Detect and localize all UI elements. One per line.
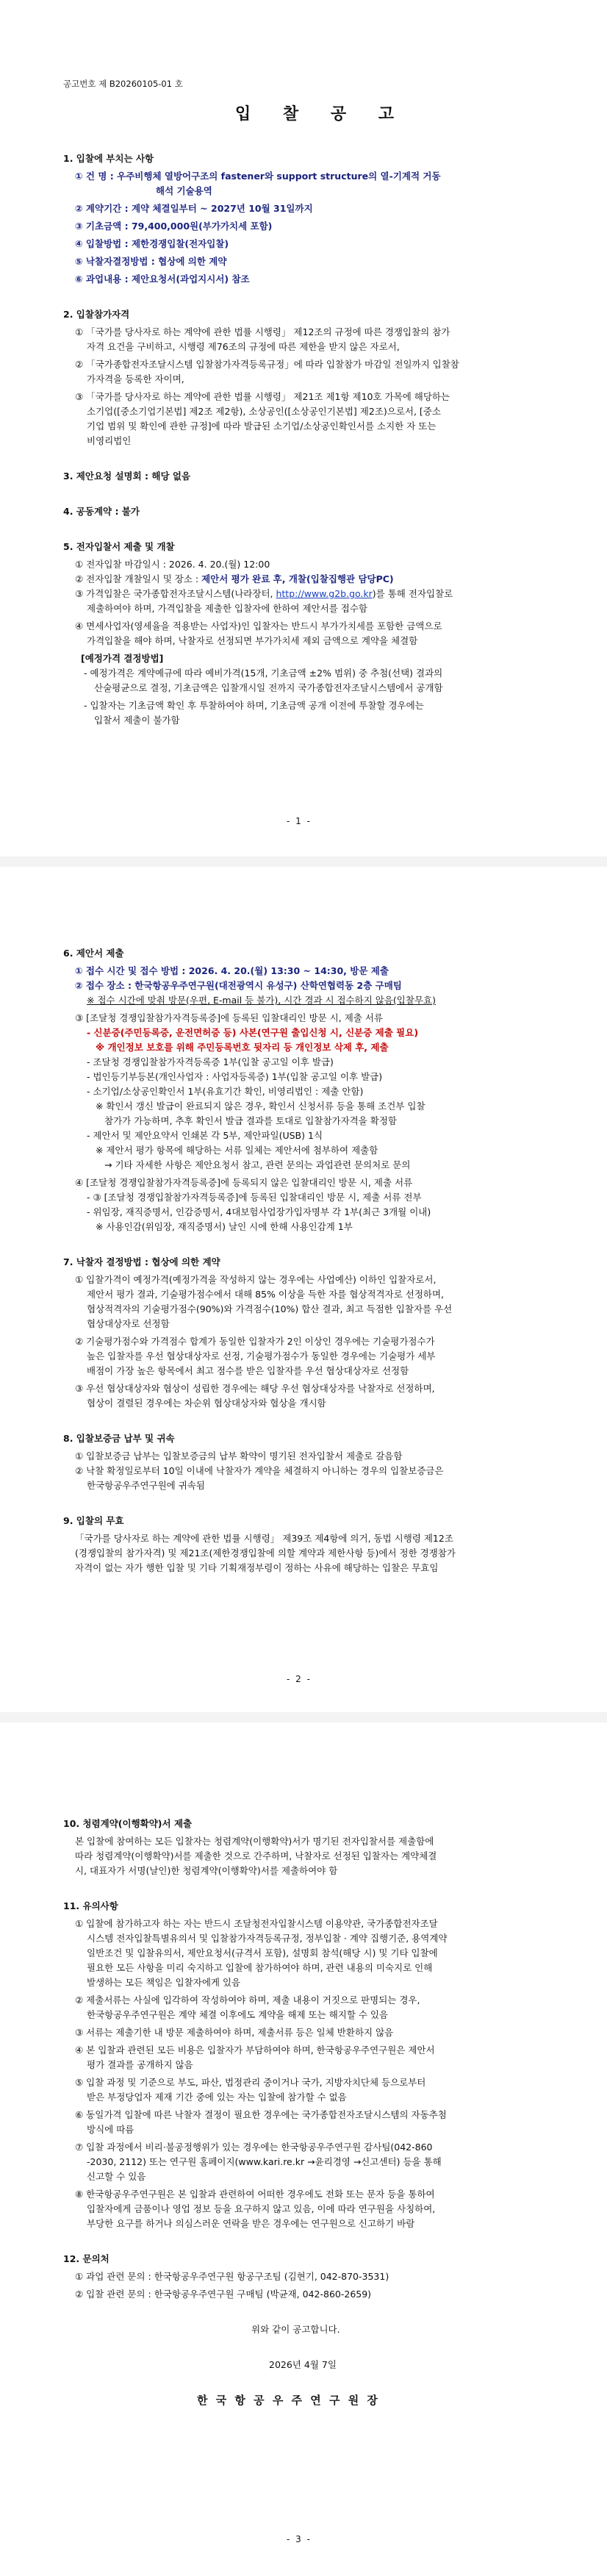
s6-doc-sme-note-l2: 참가가 가능하며, 추후 확인서 발급 결과를 토대로 입찰참가자격을 확정함 [104, 1115, 398, 1126]
s5-est-l4: 입찰서 제출이 불가함 [94, 715, 180, 726]
s7-p1-l3: 협상적격자의 기술평가점수(90%)와 가격점수(10%) 합산 결과, 최고 득점한 입찰자를 우선 [87, 1303, 453, 1314]
s11-p1-l3: 일반조건 및 입찰유의서, 제안요청서(규격서 포함), 설명회 참석(해당 시) 및 기타 입찰에 [87, 1947, 438, 1958]
s11-p3: ③ 서류는 제출기한 내 방문 제출하여야 하며, 제출서류 등은 일체 반환하지 않음 [75, 2027, 394, 2038]
s9-p1-l1: 「국가를 당사자로 하는 계약에 관한 법률 시행령」 제39조 제4항에 의거, 동법 시행령 제12조 [75, 1533, 453, 1544]
s7-p2-l1: ② 기술평가점수와 가격점수 합계가 동일한 입찰자가 2인 이상인 경우에는 기술평가점수가 [75, 1336, 435, 1347]
s6-doc-corp: - 법인등기부등본(개인사업자 : 사업자등록증) 1부(입찰 공고일 이후 발급) [87, 1071, 383, 1082]
s11-p7-l1: ⑦ 입찰 과정에서 비리·불공정행위가 있는 경우에는 한국항공우주연구원 감사팀(042-860 [75, 2142, 433, 2153]
s11-p8-l3: 부당한 요구를 하거나 의심스러운 연락을 받은 경우에는 연구원으로 신고하기 바람 [87, 2218, 415, 2229]
page-number-3: - 3 - [287, 2534, 312, 2544]
s5-est-heading: [예정가격 결정방법] [81, 653, 164, 664]
page-1 [0, 0, 607, 856]
s11-p2-l1: ② 제출서류는 사실에 입각하여 작성하여야 하며, 제출 내용이 거짓으로 판명되는 경우, [75, 1994, 420, 2006]
s11-p6-l1: ⑥ 동일가격 입찰에 따른 낙찰자 결정이 필요한 경우에는 국가종합전자조달시스템의 자동추첨 [75, 2109, 447, 2120]
s1-item-award: ⑤ 낙찰자결정방법 : 협상에 의한 계약 [75, 256, 227, 267]
s6-doc-id-note: ※ 개인정보 보호를 위해 주민등록번호 뒷자리 등 개인정보 삭제 후, 제출 [96, 1042, 389, 1053]
s5-est-l2: 산술평균으로 결정, 기초금액은 입찰개시일 전까지 국가종합전자조달시스템에서 공개함 [94, 682, 443, 693]
s6-doc-id: - 신분증(주민등록증, 운전면허증 등) 사본(연구원 출입신청 시, 신분증 제출 필요) [87, 1027, 419, 1038]
s6-unreg-l3: ※ 사용인감(위임장, 재직증명서) 날인 시에 한해 사용인감계 1부 [96, 1221, 353, 1232]
s5-price-bid-cont: 제출하여야 하며, 가격입찰을 제출한 입찰자에 한하여 제안서를 접수함 [87, 603, 367, 614]
s2-p3-l2: 소기업([중소기업기본법] 제2조 제2항), 소상공인([소상공인기본법] 제2조)으로서, [중소 [87, 406, 441, 417]
g2b-link[interactable]: http://www.g2b.go.kr [276, 588, 373, 599]
page-separator [0, 856, 607, 867]
s7-p2-l3: 배점이 가장 높은 항목에서 최고 점수를 받은 입찰자를 우선 협상대상자로 선정함 [87, 1365, 409, 1376]
s6-doc-sme: - 소기업/소상공인확인서 1부(유효기간 확인, 비영리법인 : 제출 안함) [87, 1086, 364, 1097]
s1-item-method: ④ 입찰방법 : 제한경쟁입찰(전자입찰) [75, 238, 229, 249]
notice-title: 입 찰 공 고 [235, 105, 407, 124]
s2-p3-l4: 비영리법인 [87, 435, 132, 446]
s10-heading: 10. 청렴계약(이행확약)서 제출 [63, 1818, 193, 1829]
s11-p7-l2: -2030, 2112) 또는 연구원 홈페이지(www.kari.re.kr →윤리경영 →신고센터) 등을 통해 [87, 2156, 442, 2167]
s7-p1-l2: 제안서 평가 결과, 기술평가점수에서 대해 85% 이상을 득한 자를 협상적격자로 선정하며, [87, 1289, 445, 1300]
s11-p6-l2: 방식에 따름 [87, 2124, 134, 2135]
s6-doc-sme-note-l1: ※ 확인서 갱신 발급이 완료되지 않은 경우, 확인서 신청서류 등을 통해 조건부 입찰 [96, 1101, 425, 1112]
s1-heading: 1. 입찰에 부치는 사항 [63, 153, 154, 164]
s9-p1-l2: (경쟁입찰의 참가자격) 및 제21조(제한경쟁입찰에 의할 계약과 제한사항 등)에서 정한 경쟁참가 [75, 1548, 456, 1559]
s6-doc-proposal: - 제안서 및 제안요약서 인쇄본 각 5부, 제안파일(USB) 1식 [87, 1130, 323, 1141]
s7-p1-l1: ① 입찰가격이 예정가격(예정가격을 작성하지 않는 경우에는 사업예산) 이하인 입찰자로서, [75, 1274, 437, 1285]
s12-contact-task: ① 과업 관련 문의 : 한국항공우주연구원 항공구조팀 (김현기, 042-870-3531) [75, 2271, 389, 2282]
s1-item-period: ② 계약기간 : 계약 체결일부터 ~ 2027년 10월 31일까지 [75, 203, 313, 214]
s1-item-name-cont: 해석 기술용역 [156, 185, 212, 196]
s6-unreg-l1: - ③ [조달청 경쟁입찰참가자격등록증]에 등록된 입찰대리인 방문 시, 제출 서류 전부 [87, 1192, 422, 1203]
s2-p3-l1: ③ 「국가를 당사자로 하는 계약에 관한 법률 시행령」 제21조 제1항 제10호 가목에 해당하는 [75, 391, 450, 402]
s10-p1-l3: 시, 대표자가 서명(날인)한 청렴계약(이행확약)서를 제출하여야 함 [75, 1865, 338, 1876]
s5-est-l3: - 입찰자는 기초금액 확인 후 투찰하여야 하며, 기초금액 공개 이전에 투찰할 경우에는 [84, 700, 424, 711]
s1-item-amount: ③ 기초금액 : 79,400,000원(부가가치세 포함) [75, 221, 273, 232]
s7-p2-l2: 높은 입찰자를 우선 협상대상자로 선정, 기술평가점수가 동일한 경우에는 기술평가 세부 [87, 1350, 436, 1362]
s12-contact-bid: ② 입찰 관련 문의 : 한국항공우주연구원 구매팀 (박균재, 042-860-2659) [75, 2289, 372, 2300]
s6-time: ① 접수 시간 및 접수 방법 : 2026. 4. 20.(월) 13:30 ~ 14:30, 방문 제출 [75, 965, 389, 976]
s11-p5-l2: 받은 부정당업자 제재 기간 중에 있는 자는 입찰에 참가할 수 없음 [87, 2092, 347, 2103]
s11-p1-l4: 필요한 모든 사항을 미리 숙지하고 입찰에 참가하여야 하며, 관련 내용의 미숙지로 인해 [87, 1962, 433, 1973]
s11-p4-l2: 평가 결과를 공개하지 않음 [87, 2059, 193, 2070]
s2-p2-l2: 가자격을 등록한 자이며, [87, 373, 184, 384]
s6-place: ② 접수 장소 : 한국항공우주연구원(대전광역시 유성구) 산학연협력동 2층 구매팀 [75, 980, 402, 991]
s11-p8-l2: 입찰자에게 금품이나 영업 정보 등을 요구하지 않고 있음, 이에 따라 연구원을 사칭하여, [87, 2203, 436, 2214]
s1-item-scope: ⑥ 과업내용 : 제안요청서(과업지시서) 참조 [75, 273, 250, 285]
s5-heading: 5. 전자입찰서 제출 및 개찰 [63, 541, 175, 552]
s7-p3-l2: 협상이 결렬된 경우에는 차순위 협상대상자와 협상을 개시함 [87, 1398, 326, 1409]
s2-heading: 2. 입찰참가자격 [63, 309, 130, 320]
s6-doc-proposal-note: ※ 제안서 평가 항목에 해당하는 서류 일체는 제안서에 첨부하여 제출함 [96, 1145, 378, 1156]
doc-number: 공고번호 제 B20260105-01 호 [63, 79, 183, 89]
s6-unreg-l2: - 위임장, 재직증명서, 인감증명서, 4대보험사업장가입자명부 각 1부(최근 3개월 이내) [87, 1206, 431, 1217]
s8-p2-l2: 한국항공우주연구원에 귀속됨 [87, 1480, 205, 1491]
s2-p3-l3: 기업 범위 및 확인에 관한 규정]에 따라 발급된 소기업/소상공인확인서를 소지한 자 또는 [87, 421, 437, 432]
s5-opening-value: 제안서 평가 완료 후, 개찰(입찰집행관 담당PC) [201, 573, 394, 584]
notice-date: 2026년 4월 7일 [269, 2359, 337, 2370]
s7-p3-l1: ③ 우선 협상대상자와 협상이 성립한 경우에는 해당 우선 협상대상자를 낙찰자로 선정하며, [75, 1383, 435, 1394]
s5-opening [75, 573, 394, 585]
page-separator [0, 1712, 607, 1722]
closing-text: 위와 같이 공고합니다. [251, 2324, 340, 2335]
s6-place-note: ※ 접수 시간에 맞춰 방문(우편, E-mail 등 불가), 시간 경과 시 접수하지 않음(입찰무효) [87, 995, 436, 1006]
s1-item-name: ① 건 명 : 우주비행체 열방어구조의 fastener와 support structure의 열-기계적 거동 [75, 171, 441, 182]
page-number-2: - 2 - [287, 1674, 312, 1684]
s10-p1-l1: 본 입찰에 참여하는 모든 입찰자는 청렴계약(이행확약)서가 명기된 전자입찰서를 제출함에 [75, 1836, 434, 1847]
s6-doc-proposal-ref: → 기타 자세한 사항은 제안요청서 참고, 관련 문의는 과업관련 문의처로 문의 [104, 1159, 411, 1170]
s11-heading: 11. 유의사항 [63, 1900, 118, 1911]
s11-p7-l3: 신고할 수 있음 [87, 2171, 146, 2182]
s6-heading: 6. 제안서 제출 [63, 948, 124, 959]
s2-p1-l2: 자격 요건을 구비하고, 시행령 제76조의 규정에 따른 제한을 받지 않은 자로서, [87, 341, 400, 352]
s3-heading: 3. 제안요청 설명회 : 해당 없음 [63, 471, 191, 482]
s2-p2-l1: ② 「국가종합전자조달시스템 입찰참가자격등록규정」에 따라 입찰참가 마감일 전일까지 입찰참 [75, 359, 459, 370]
page-2 [0, 867, 607, 1712]
s5-price-bid-text: ③ 가격입찰은 국가종합전자조달시스템(나라장터, [75, 588, 276, 599]
issuer-name: 한 국 항 공 우 주 연 구 원 장 [197, 2394, 380, 2407]
s2-p1-l1: ① 「국가를 당사자로 하는 계약에 관한 법률 시행령」 제12조의 규정에 따른 경쟁입찰의 참가 [75, 326, 450, 337]
s8-heading: 8. 입찰보증금 납부 및 귀속 [63, 1433, 175, 1444]
s4-heading: 4. 공동계약 : 불가 [63, 506, 140, 517]
s11-p8-l1: ⑧ 한국항공우주연구원은 본 입찰과 관련하여 어떠한 경우에도 전화 또는 문자 등을 통하여 [75, 2189, 435, 2200]
s9-p1-l3: 자격이 없는 자가 행한 입찰 및 기타 기획재정부령이 정하는 사유에 해당하는 입찰은 무효임 [75, 1562, 439, 1573]
s6-unreg-heading: ④ [조달청 경쟁입찰참가자격등록증]에 등록되지 않은 입찰대리인 방문 시, 제출 서류 [75, 1177, 413, 1188]
s12-heading: 12. 문의처 [63, 2253, 109, 2264]
s11-p5-l1: ⑤ 입찰 과정 및 기준으로 부도, 파산, 법정관리 중이거나 국가, 지방자치단체 등으로부터 [75, 2077, 426, 2088]
s6-docs-heading: ③ [조달청 경쟁입찰참가자격등록증]에 등록된 입찰대리인 방문 시, 제출 서류 [75, 1012, 383, 1023]
s5-est-l1: - 예정가격은 계약예규에 따라 예비가격(15개, 기초금액 ±2% 범위) 중 추첨(선택) 결과의 [84, 668, 443, 679]
s11-p1-l1: ① 입찰에 참가하고자 하는 자는 반드시 조달청전자입찰시스템 이용약관, 국가종합전자조달 [75, 1918, 438, 1929]
s11-p4-l1: ④ 본 입찰과 관련된 모든 비용은 입찰자가 부담하여야 하며, 한국항공우주연구원은 제안서 [75, 2044, 435, 2056]
s11-p1-l5: 발생하는 모든 책임은 입찰자에게 있음 [87, 1977, 241, 1988]
s5-vat-l2: 가격입찰을 해야 하며, 낙찰자로 선정되면 부가가치세 제외 금액으로 계약을 체결함 [87, 635, 418, 646]
page-number-1: - 1 - [287, 816, 312, 826]
s5-price-bid [75, 588, 453, 600]
s5-opening-label: ② 전자입찰 개찰일시 및 장소 : [75, 573, 202, 584]
s5-deadline: ① 전자입찰 마감일시 : 2026. 4. 20.(월) 12:00 [75, 559, 270, 570]
s7-heading: 7. 낙찰자 결정방법 : 협상에 의한 계약 [63, 1256, 220, 1267]
s10-p1-l2: 따라 청렴계약(이행확약)서를 제출한 것으로 간주하며, 낙찰자로 선정된 입찰자는 계약체결 [75, 1850, 437, 1861]
s11-p1-l2: 시스템 전자입찰특별유의서 및 입찰참가자격등록규정, 정부입찰 · 계약 집행기준, 용역계약 [87, 1933, 448, 1944]
s11-p2-l2: 한국항공우주연구원은 계약 체결 이후에도 계약을 해제 또는 해지할 수 있음 [87, 2009, 389, 2020]
s5-price-bid-text-2: )를 통해 전자입찰로 [372, 588, 453, 599]
s7-p1-l4: 협상대상자로 선정함 [87, 1318, 170, 1329]
s6-doc-reg: - 조달청 경쟁입찰참가자격등록증 1부(입찰 공고일 이후 발급) [87, 1056, 334, 1067]
s8-p2-l1: ② 낙찰 확정일로부터 10일 이내에 낙찰자가 계약을 체결하지 아니하는 경우의 입찰보증금은 [75, 1465, 444, 1476]
s8-p1: ① 입찰보증금 납부는 입찰보증금의 납부 확약이 명기된 전자입찰서 제출로 갈음함 [75, 1450, 403, 1461]
page-3 [0, 1722, 607, 2576]
s9-heading: 9. 입찰의 무효 [63, 1515, 124, 1526]
s5-vat-l1: ④ 면세사업자(영세율을 적용받는 사업자)인 입찰자는 반드시 부가가치세를 포함한 금액으로 [75, 620, 442, 632]
